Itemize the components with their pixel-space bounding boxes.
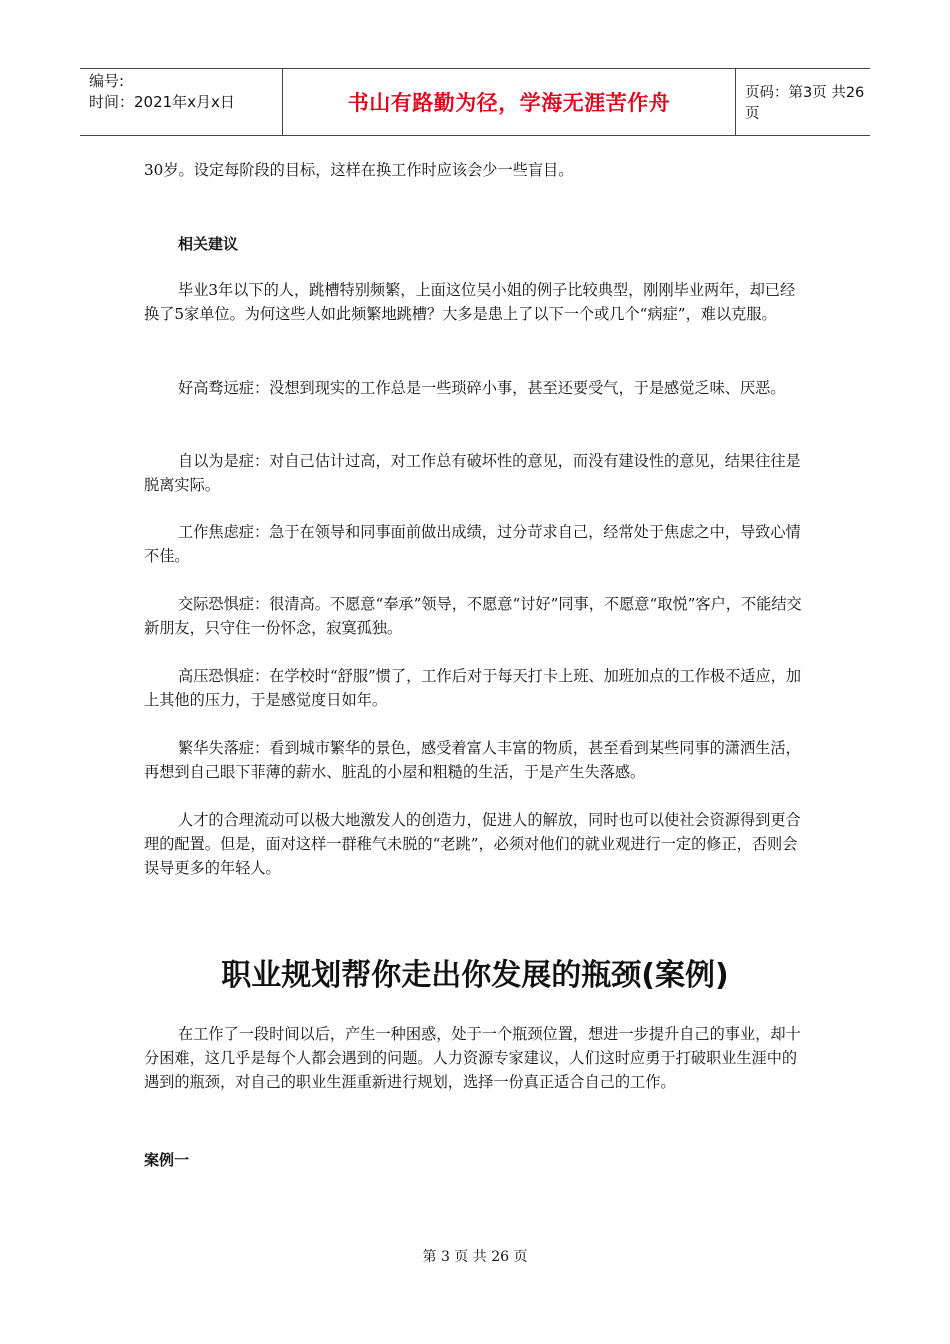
header-page-label: 页码：第3页 共26页 [745, 85, 865, 122]
date-label: 时间：2021年x月x日 [89, 93, 235, 111]
page-footer: 第 3 页 共 26 页 [422, 1249, 528, 1265]
paragraph-6: 高压恐惧症：在学校时“舒服”惯了，工作后对于每天打卡上班、加班加点的工作极不适应，加上其他的压力，于是感觉度日如年。 [144, 667, 802, 709]
paragraph-2: 好高骛远症：没想到现实的工作总是一些琐碎小事，甚至还要受气，于是感觉乏味、厌恶。 [178, 379, 786, 397]
paragraph-7: 繁华失落症：看到城市繁华的景色，感受着富人丰富的物质，甚至看到某些同事的潇洒生活，再想到自己眼下菲薄的薪水、脏乱的小屋和粗糙的生活，于是产生失落感。 [144, 739, 801, 781]
paragraph-intro: 30岁。设定每阶段的目标，这样在换工作时应该会少一些盲目。 [144, 161, 574, 179]
section-title: 职业规划帮你走出你发展的瓶颈(案例) [221, 958, 729, 993]
paragraph-3: 自以为是症：对自己估计过高，对工作总有破坏性的意见，而没有建设性的意见，结果往往是脱离实际。 [144, 452, 801, 494]
paragraph-5: 交际恐惧症：很清高。不愿意“奉承”领导，不愿意“讨好”同事，不愿意“取悦”客户，不能结交新朋友，只守住一份怀念，寂寞孤独。 [144, 595, 802, 637]
section-heading-advice: 相关建议 [178, 235, 239, 253]
doc-number-label: 编号: [89, 72, 125, 90]
paragraph-4: 工作焦虑症：急于在领导和同事面前做出成绩，过分苛求自己，经常处于焦虑之中，导致心情不佳。 [144, 523, 801, 565]
header-meta-cell [80, 69, 283, 135]
page-header [80, 68, 870, 136]
paragraph-8: 人才的合理流动可以极大地激发人的创造力，促进人的解放，同时也可以使社会资源得到更合理的配置。但是，面对这样一群稚气未脱的“老跳”，必须对他们的就业观进行一定的修正，否则会误导更多的年轻人。 [144, 811, 801, 877]
paragraph-9: 在工作了一段时间以后，产生一种困惑，处于一个瓶颈位置，想进一步提升自己的事业，却十分困难，这几乎是每个人都会遇到的问题。人力资源专家建议，人们这时应勇于打破职业生涯中的遇到的瓶颈，对自己的职业生涯重新进行规划，选择一份真正适合自己的工作。 [144, 1025, 801, 1091]
section-heading-case1: 案例一 [144, 1151, 190, 1169]
header-motto: 书山有路勤为径，学海无涯苦作舟 [283, 69, 736, 135]
paragraph-1: 毕业3年以下的人，跳槽特别频繁，上面这位吴小姐的例子比较典型，刚刚毕业两年，却已经换了5家单位。为何这些人如此频繁地跳槽？大多是患上了以下一个或几个“病症”，难以克服。 [144, 281, 796, 323]
